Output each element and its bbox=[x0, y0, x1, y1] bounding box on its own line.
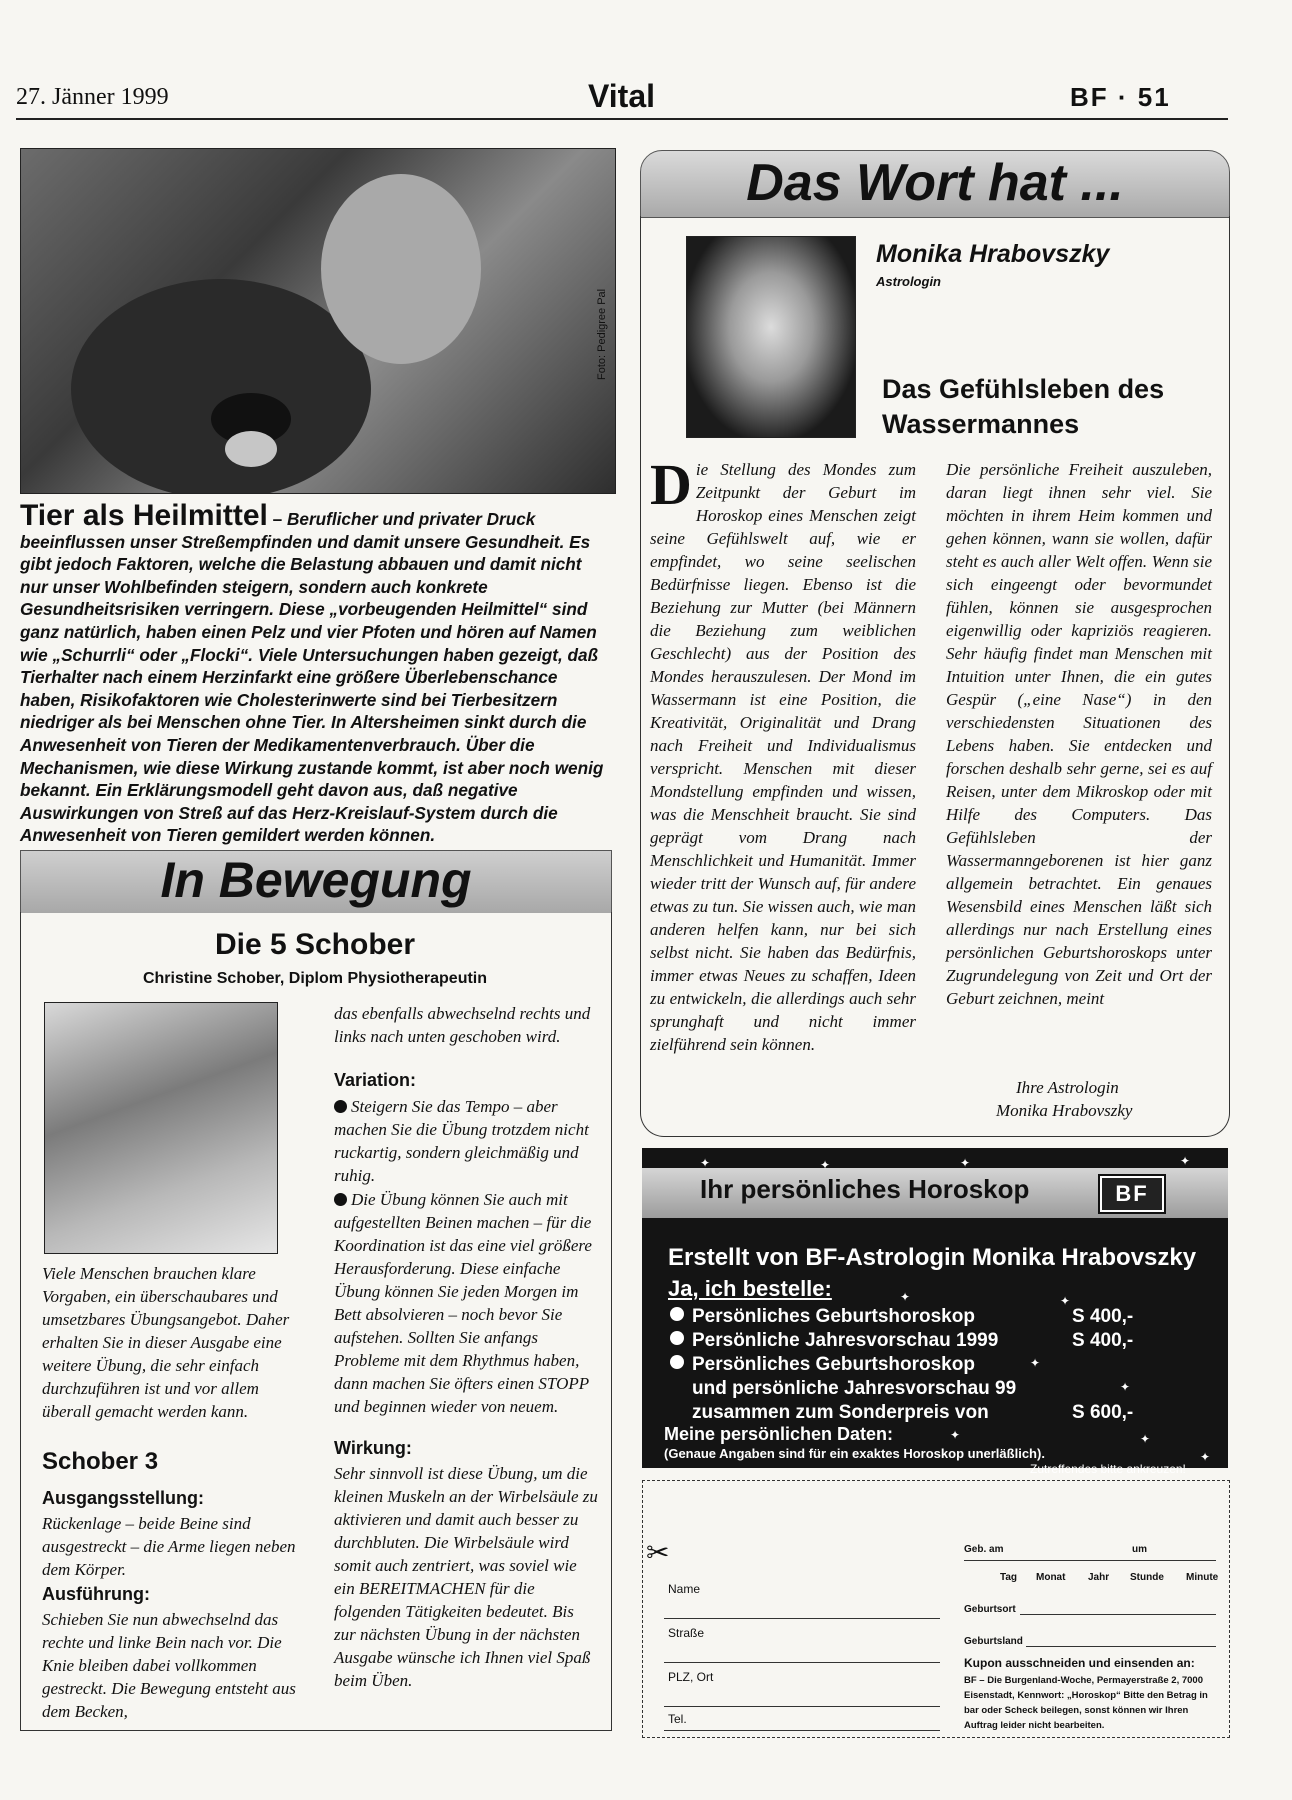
schober-portrait-photo bbox=[44, 1002, 278, 1254]
geb-am-field[interactable] bbox=[964, 1560, 1216, 1561]
horoskop-order-label: Ja, ich bestelle: bbox=[668, 1276, 832, 1301]
bullet-icon bbox=[670, 1331, 684, 1345]
star-icon: ✦ bbox=[1120, 1380, 1131, 1394]
bewegung-heading: Die 5 Schober bbox=[214, 928, 416, 961]
signature-line-2: Monika Hrabovszky bbox=[996, 1101, 1133, 1120]
horoskop-option-1[interactable] bbox=[670, 1306, 975, 1328]
strasse-field[interactable] bbox=[664, 1662, 940, 1663]
bewegung-banner-title: In Bewegung bbox=[160, 852, 472, 908]
star-icon: ✦ bbox=[820, 1158, 831, 1172]
wirkung-heading: Wirkung: bbox=[334, 1438, 412, 1458]
name-field[interactable] bbox=[664, 1618, 940, 1619]
geburtsland-label: Geburtsland bbox=[964, 1636, 1023, 1647]
page-number: BF · 51 bbox=[1070, 82, 1171, 112]
ausfuehrung-heading: Ausführung: bbox=[42, 1584, 150, 1604]
tel-field[interactable] bbox=[664, 1730, 940, 1731]
tier-title: Tier als Heilmittel bbox=[20, 499, 268, 532]
photo-credit: Foto: Pedigree Pal bbox=[596, 288, 608, 380]
star-icon: ✦ bbox=[1060, 1294, 1071, 1308]
um-label: um bbox=[1132, 1544, 1147, 1555]
tier-dash: – bbox=[267, 509, 287, 529]
horoskop-note: (Genaue Angaben sind für ein exaktes Horoskop unerläßlich). bbox=[664, 1446, 1045, 1461]
variation-item-2 bbox=[334, 1188, 598, 1418]
section-title: Vital bbox=[588, 78, 655, 114]
bf-logo: BF bbox=[1100, 1176, 1164, 1212]
star-icon: ✦ bbox=[1180, 1154, 1191, 1168]
star-icon: ✦ bbox=[900, 1290, 911, 1304]
plz-label: PLZ, Ort bbox=[668, 1670, 714, 1684]
horoskop-option-2[interactable] bbox=[670, 1330, 998, 1352]
geb-am-label: Geb. am bbox=[964, 1544, 1004, 1555]
ausfuehrung-text: Schieben Sie nun abwechselnd das rechte und linke Bein nach vor. Die Knie bleiben dabei vollkommen gestreckt. Die Bewegung entsteht aus dem Becken, bbox=[42, 1610, 296, 1721]
drop-cap: D bbox=[650, 452, 692, 517]
stunde-label: Stunde bbox=[1130, 1572, 1164, 1583]
ausfuehrung-continued: das ebenfalls abwechselnd rechts und links nach unten geschoben wird. bbox=[334, 1004, 591, 1046]
star-icon: ✦ bbox=[960, 1156, 971, 1170]
author-role: Astrologin bbox=[876, 274, 941, 289]
horoskop-option-1-label: Persönliches Geburtshoroskop bbox=[692, 1306, 975, 1327]
horoskop-subtitle: Erstellt von BF-Astrologin Monika Hrabovszky bbox=[668, 1244, 1197, 1271]
horoskop-price-1: S 400,- bbox=[1072, 1306, 1134, 1327]
ausgang-heading: Ausgangsstellung: bbox=[42, 1488, 205, 1508]
coupon-send-heading: Kupon ausschneiden und einsenden an: bbox=[964, 1656, 1195, 1670]
bullet-icon bbox=[670, 1307, 684, 1321]
tier-body: Beruflicher und privater Druck beeinflussen unser Streßempfinden und damit unsere Gesundheit. Es gibt jedoch Faktoren, welche die Belastung abbauen und damit nicht nur unser Wohlbefinden steigern, sondern auch konkrete Gesundheitsrisiken verringern. Diese „vorbeugenden Heilmittel“ sind ganz natürlich, haben einen Pelz und vier Pfoten und hören auf Namen wie „Schurrli“ oder „Flocki“. Viele Untersuchungen haben gezeigt, daß Tierhalter nach einem Herzinfarkt eine größere Überlebenschance haben, Risikofaktoren wie Cholesterinwerte sind bei Tierbesitzern niedriger als bei Menschen ohne Tier. In Altersheimen sinkt durch die Anwesenheit von Tieren der Medikamentenverbrauch. Über die Mechanismen, wie diese Wirkung zustande kommt, ist aber noch wenig bekannt. Ein Erklärungsmodell geht davon aus, daß negative Auswirkungen von Streß auf das Herz-Kreislauf-System durch die Anwesenheit von Tieren gemildert werden können. bbox=[20, 509, 604, 846]
bullet-icon bbox=[670, 1355, 684, 1369]
ausgang-text: Rückenlage – beide Beine sind ausgestreckt – die Arme liegen neben dem Körper. bbox=[42, 1514, 296, 1579]
geburtsland-field[interactable] bbox=[1026, 1646, 1216, 1647]
monat-label: Monat bbox=[1036, 1572, 1066, 1583]
strasse-label: Straße bbox=[668, 1626, 705, 1640]
variation-heading: Variation: bbox=[334, 1070, 417, 1090]
star-icon: ✦ bbox=[1200, 1450, 1211, 1464]
horoskop-option-3[interactable] bbox=[670, 1354, 975, 1376]
horoskop-option-3-line-2: und persönliche Jahresvorschau 99 bbox=[692, 1378, 1017, 1399]
horoskop-option-3-line-3: zusammen zum Sonderpreis von bbox=[692, 1402, 989, 1423]
horoskop-tick-note: Zutreffendes bitte ankreuzen! bbox=[1030, 1462, 1186, 1476]
jahr-label: Jahr bbox=[1088, 1572, 1110, 1583]
horoskop-head: Ihr persönliches Horoskop bbox=[700, 1174, 1030, 1204]
horoskop-option-2-label: Persönliche Jahresvorschau 1999 bbox=[692, 1330, 999, 1351]
star-icon: ✦ bbox=[950, 1428, 961, 1442]
variation-item-1 bbox=[334, 1095, 598, 1187]
tel-label: Tel. bbox=[668, 1712, 687, 1726]
issue-date: 27. Jänner 1999 bbox=[16, 84, 169, 110]
bewegung-author: Christine Schober, Diplom Physiotherapeutin bbox=[142, 970, 488, 987]
scissors-icon: ✂ bbox=[646, 1537, 670, 1568]
wort-column-2: Die persönliche Freiheit auszuleben, daran liegt ihnen sehr viel. Sie möchten in ihrem Heim kommen und gehen können, wann sie wollen, dafür steht es auch aller Welt offen. Wenn sie sich eingeengt oder bevormundet fühlen, können sie ausgesprochen eigenwillig oder kapriziös reagieren. Sehr häufig findet man Menschen mit Intuition unter Ihnen, die ein gutes Gespür („eine Nase“) in den verschiedensten Situationen des Lebens haben. Sie entdecken und forschen deshalb sehr gerne, sei es auf Reisen, unter dem Mikroskop oder mit Hilfe des Computers. Das Gefühlsleben der Wassermanngeborenen ist hier ganz allgemein betrachtet. Ein genaues Wesensbild eines Menschen läßt sich allerdings nur nach Erstellung eines persönlichen Geburtshoroskops unter Zugrundelegung von Zeit und Ort der Geburt zeichnen, meint bbox=[946, 460, 1212, 1008]
horoskop-option-3-label: Persönliches Geburtshoroskop bbox=[692, 1354, 975, 1375]
star-icon: ✦ bbox=[1140, 1432, 1151, 1446]
signature-line-1: Ihre Astrologin bbox=[1016, 1078, 1119, 1097]
bullet-icon bbox=[334, 1100, 347, 1113]
name-label: Name bbox=[668, 1582, 701, 1596]
variation-item-2-text: Die Übung können Sie auch mit aufgestellten Beinen machen – für die Koordination ist das eine viel größere Herausforderung. Diese einfache Übung können Sie jeden Morgen im Bett absolvieren – noch bevor Sie aufstehen. Sollten Sie anfangs Probleme mit dem Rhythmus haben, dann machen Sie öfters einen STOPP und beginnen wieder von neuem. bbox=[334, 1190, 592, 1416]
minute-label: Minute bbox=[1186, 1572, 1219, 1583]
tier-article bbox=[20, 499, 608, 847]
tag-label: Tag bbox=[1000, 1572, 1018, 1583]
star-icon: ✦ bbox=[700, 1156, 711, 1170]
horoskop-data-label: Meine persönlichen Daten: bbox=[664, 1424, 894, 1444]
hrabovszky-portrait-photo bbox=[686, 236, 856, 438]
exercise-title: Schober 3 bbox=[42, 1448, 159, 1475]
coupon-send-address: BF – Die Burgenland-Woche, Permayerstraße 2, 7000 Eisenstadt, Kennwort: „Horoskop“ Bitte den Betrag in bar oder Scheck beilegen, sonst können wir Ihren Auftrag leider nicht bearbeiten. bbox=[964, 1675, 1208, 1731]
wirkung-text: Sehr sinnvoll ist diese Übung, um die kleinen Muskeln an der Wirbelsäule zu aktivieren und damit auch besser zu durchbluten. Die Wirbelsäule wird somit auch zentriert, was soviel wie ein BEREITMACHEN für die folgenden Tätigkeiten bedeutet. Bis zur nächsten Übung in der nächsten Ausgabe wünsche ich Ihnen viel Spaß beim Üben. bbox=[334, 1464, 598, 1690]
horoskop-price-3: S 600,- bbox=[1072, 1402, 1134, 1423]
wort-banner-title: Das Wort hat ... bbox=[746, 154, 1124, 212]
geburtsort-label: Geburtsort bbox=[964, 1604, 1016, 1615]
geburtsort-field[interactable] bbox=[1020, 1614, 1216, 1615]
author-name: Monika Hrabovszky bbox=[876, 240, 1110, 268]
horoskop-price-2: S 400,- bbox=[1072, 1330, 1134, 1351]
dog-photo-illustration bbox=[21, 149, 615, 493]
variation-item-1-text: Steigern Sie das Tempo – aber machen Sie die Übung trotzdem nicht ruckartig, sondern gleichmäßig und ruhig. bbox=[334, 1097, 589, 1185]
header-rule bbox=[16, 118, 1228, 120]
star-icon: ✦ bbox=[1030, 1356, 1041, 1370]
bewegung-intro: Viele Menschen brauchen klare Vorgaben, ein überschaubares und umsetzbares Übungsangebot. Daher erhalten Sie in dieser Ausgabe eine weitere Übung, die sehr einfach durchzuführen ist und vor allem überall gemacht werden kann. bbox=[42, 1264, 290, 1421]
wort-column-1-text: ie Stellung des Mondes zum Zeitpunkt der Geburt im Horoskop eines Menschen zeigt seine Gefühlswelt auf, wie er empfindet, wo seine seelischen Bedürfnisse liegen. Ebenso ist die Beziehung zur Mutter (bei Männern die Beziehung zum weiblichen Geschlecht) aus der Position des Mondes herauszulesen. Der Mond im Wassermann ist eine Position, die Kreativität, Originalität und Drang nach Freiheit und Individualismus verspricht. Menschen mit dieser Mondstellung empfinden und wissen, was die Menschheit braucht. Sie sind geprägt vom Drang nach Menschlichkeit und Humanität. Immer wieder tritt der Wunsch auf, für andere etwas zu tun. Sie wissen auch, wie man anderen helfen kann, nur bei sich selbst nicht. Sie haben das Bedürfnis, immer etwas Neues zu schaffen, Ideen zu entwickeln, die allerdings auch sehr sprunghaft und nicht immer zielführend sein können. bbox=[650, 460, 916, 1054]
bewegung-banner bbox=[20, 850, 612, 913]
wort-banner bbox=[640, 150, 1230, 218]
plz-field[interactable] bbox=[664, 1706, 940, 1707]
wort-heading: Das Gefühlsleben des Wassermannes bbox=[882, 374, 1165, 439]
woman-with-dog-photo bbox=[20, 148, 616, 494]
wort-column-1 bbox=[650, 452, 916, 1056]
bullet-icon bbox=[334, 1193, 347, 1206]
